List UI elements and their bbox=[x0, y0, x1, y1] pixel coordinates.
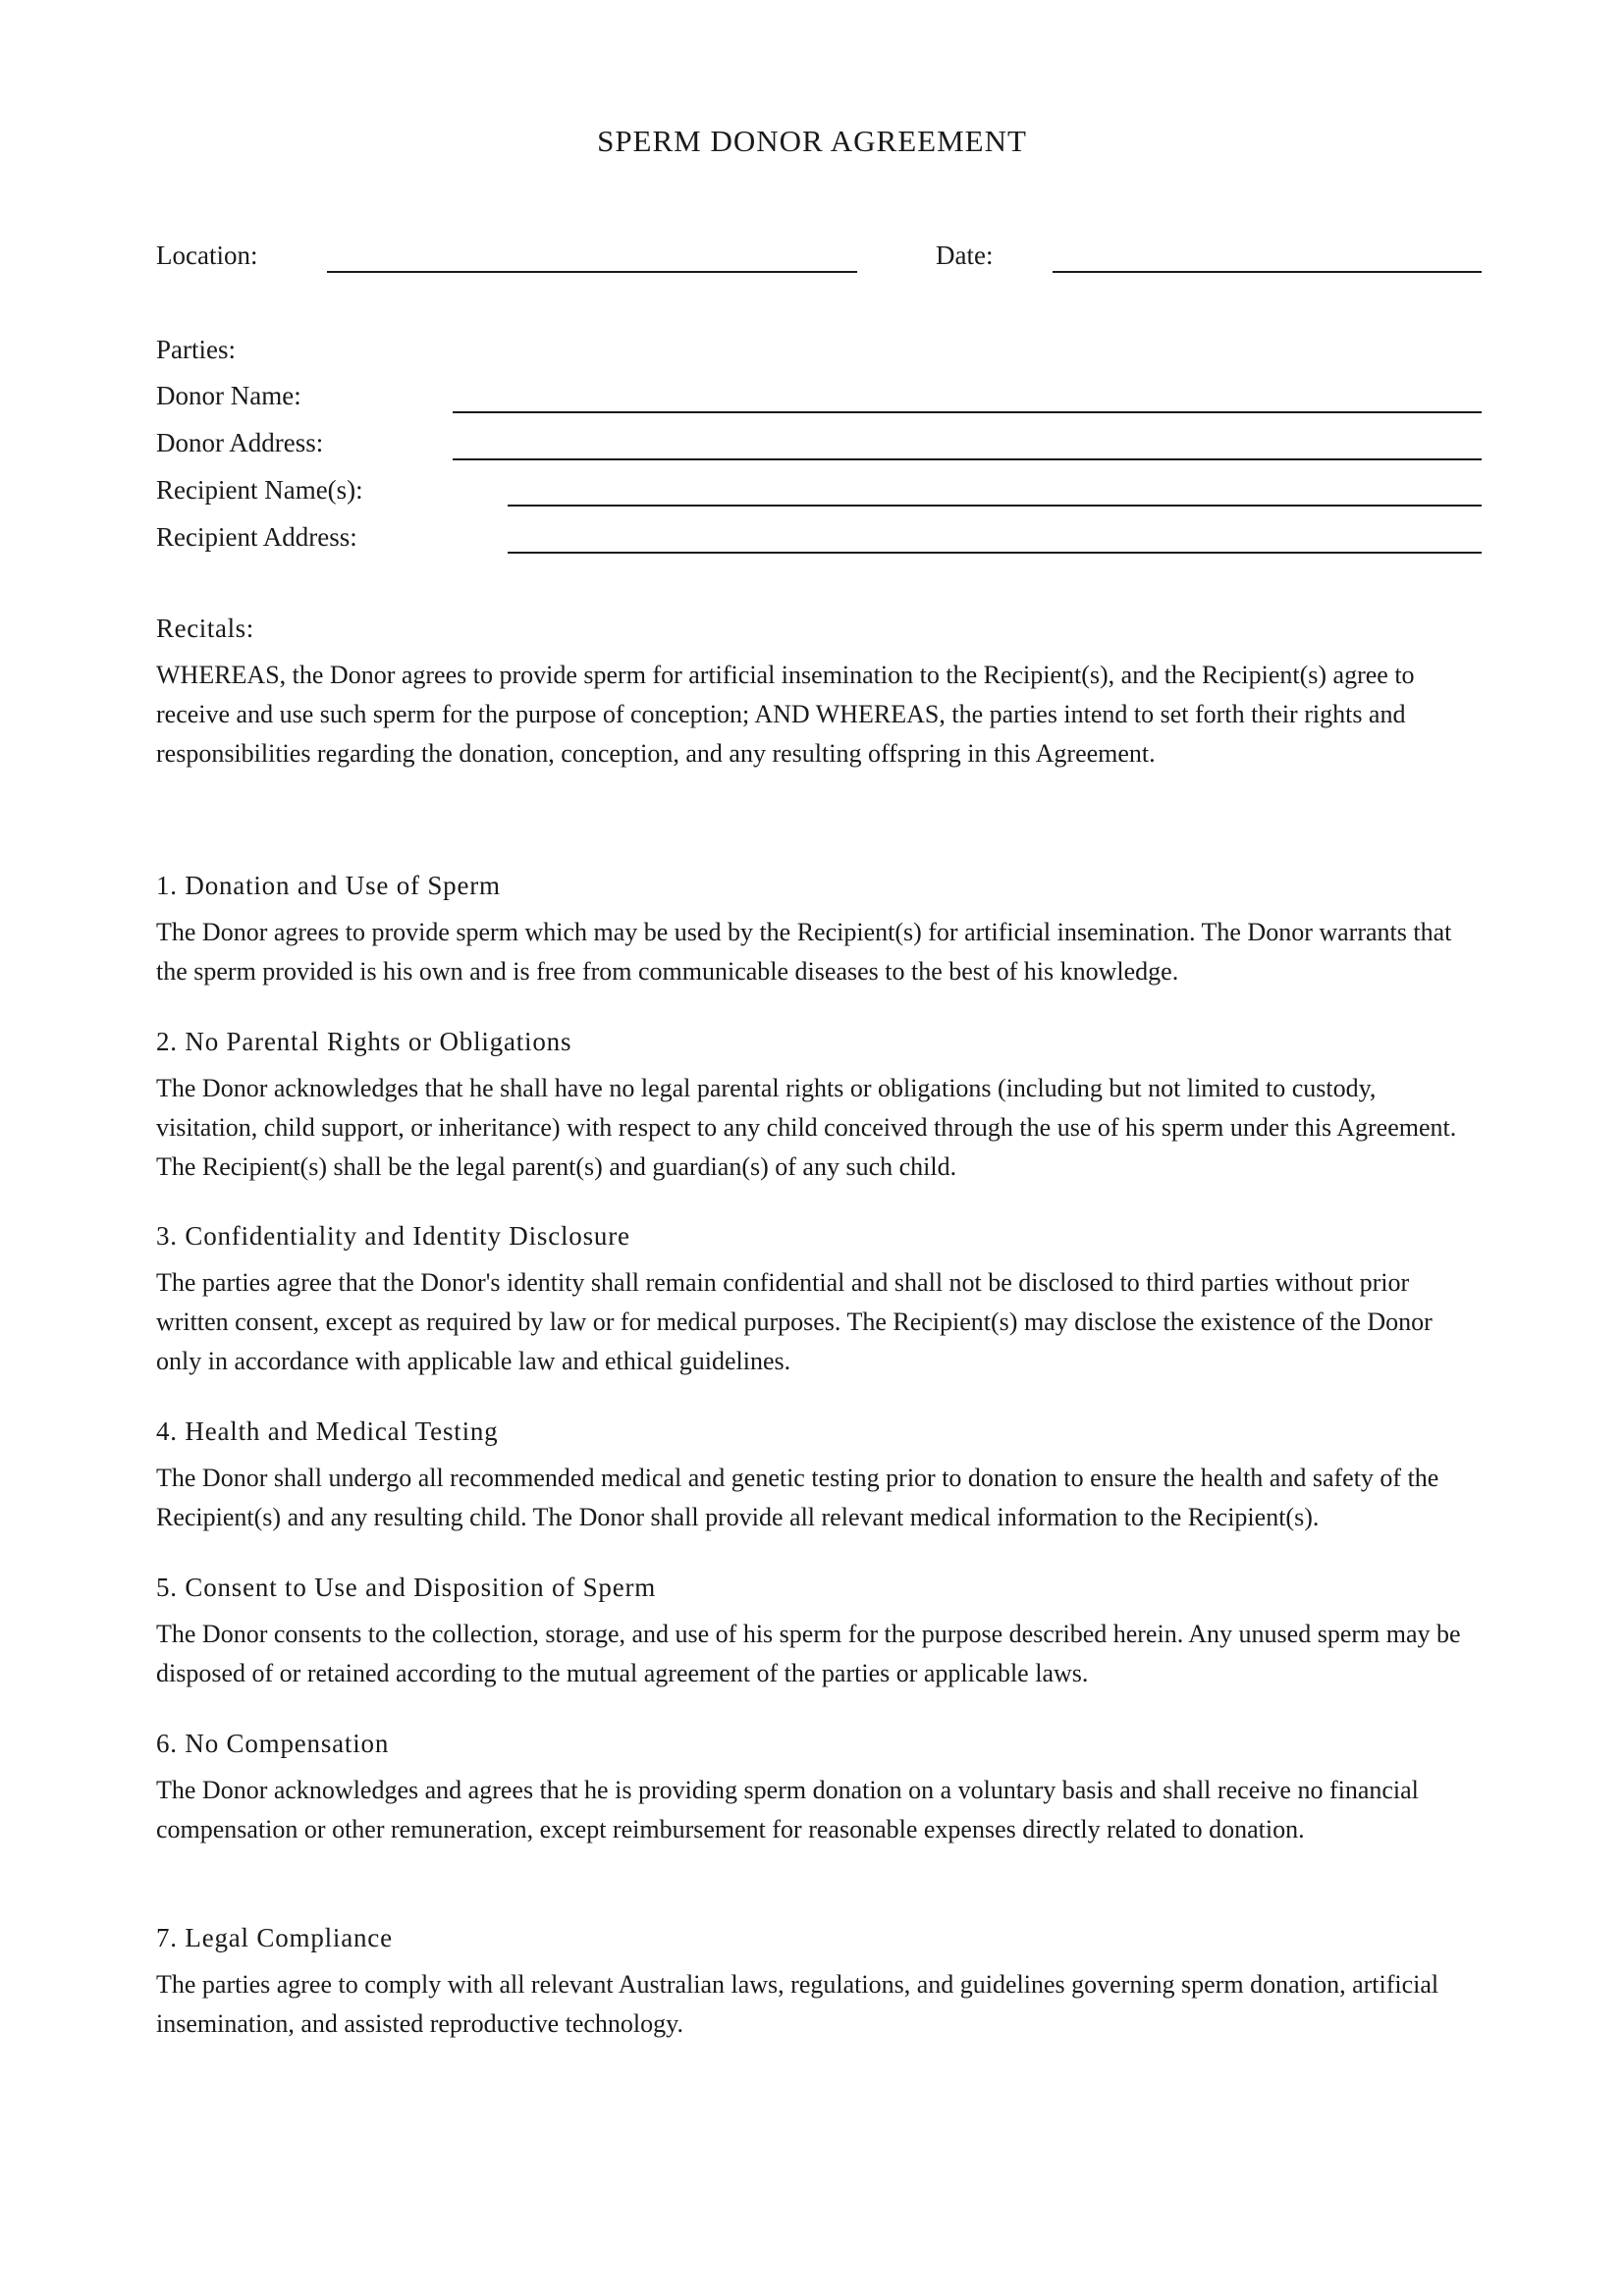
section-text: The parties agree that the Donor's identity shall remain confidential and shall not be disclosed to third parties without prior written consent, except as required by law or for medical purposes. The Recipient(s) may disclose the existence of the Donor only in accordance with applicable law and ethical guidelines. bbox=[156, 1268, 1433, 1375]
donor-address-field[interactable] bbox=[453, 458, 1482, 460]
section-heading: 6. No Compensation bbox=[156, 1729, 390, 1758]
section-heading: 5. Consent to Use and Disposition of Sperm bbox=[156, 1573, 657, 1602]
date-field[interactable] bbox=[1053, 271, 1482, 273]
section-heading: 2. No Parental Rights or Obligations bbox=[156, 1027, 572, 1056]
recipient-names-field[interactable] bbox=[508, 505, 1482, 507]
date-label: Date: bbox=[936, 240, 994, 270]
section-heading: 3. Confidentiality and Identity Disclosure bbox=[156, 1221, 630, 1251]
section-heading: 7. Legal Compliance bbox=[156, 1923, 393, 1952]
donor-address-label: Donor Address: bbox=[156, 428, 324, 457]
recipient-address-label: Recipient Address: bbox=[156, 522, 357, 552]
section-text: The Donor acknowledges and agrees that he is providing sperm donation on a voluntary basis and shall receive no financial compensation or other remuneration, except reimbursement for reasonable expenses directly related to donation. bbox=[156, 1776, 1419, 1843]
location-label: Location: bbox=[156, 240, 258, 270]
section-heading: 4. Health and Medical Testing bbox=[156, 1416, 499, 1446]
recitals-text: WHEREAS, the Donor agrees to provide sperm for artificial insemination to the Recipient(s), and the Recipient(s) agree to receive and use such sperm for the purpose of conception; AND WHEREAS, the parties intend to set forth their rights and responsibilities regarding the donation, conception, and any resulting offspring in this Agreement. bbox=[156, 661, 1415, 768]
parties-label: Parties: bbox=[156, 335, 236, 364]
section-heading: 1. Donation and Use of Sperm bbox=[156, 871, 501, 900]
document-title: SPERM DONOR AGREEMENT bbox=[597, 124, 1027, 158]
section-text: The Donor acknowledges that he shall have no legal parental rights or obligations (including but not limited to custody, visitation, child support, or inheritance) with respect to any child conceived through the use of his sperm under this Agreement. The Recipient(s) shall be the legal parent(s) and guardian(s) of any such child. bbox=[156, 1074, 1457, 1181]
section-text: The Donor consents to the collection, storage, and use of his sperm for the purpose described herein. Any unused sperm may be disposed of or retained according to the mutual agreement of the parties or applicable laws. bbox=[156, 1620, 1461, 1687]
donor-name-label: Donor Name: bbox=[156, 381, 301, 410]
section-text: The parties agree to comply with all relevant Australian laws, regulations, and guidelines governing sperm donation, artificial insemination, and assisted reproductive technology. bbox=[156, 1970, 1439, 2038]
section-text: The Donor shall undergo all recommended medical and genetic testing prior to donation to ensure the health and safety of the Recipient(s) and any resulting child. The Donor shall provide all relevant medical information to the Recipient(s). bbox=[156, 1464, 1439, 1531]
donor-name-field[interactable] bbox=[453, 411, 1482, 413]
location-field[interactable] bbox=[327, 271, 857, 273]
recipient-address-field[interactable] bbox=[508, 552, 1482, 554]
recipient-names-label: Recipient Name(s): bbox=[156, 475, 363, 505]
section-text: The Donor agrees to provide sperm which may be used by the Recipient(s) for artificial insemination. The Donor warrants that the sperm provided is his own and is free from communicable diseases to the best of his knowledge. bbox=[156, 918, 1452, 986]
recitals-label: Recitals: bbox=[156, 614, 254, 643]
